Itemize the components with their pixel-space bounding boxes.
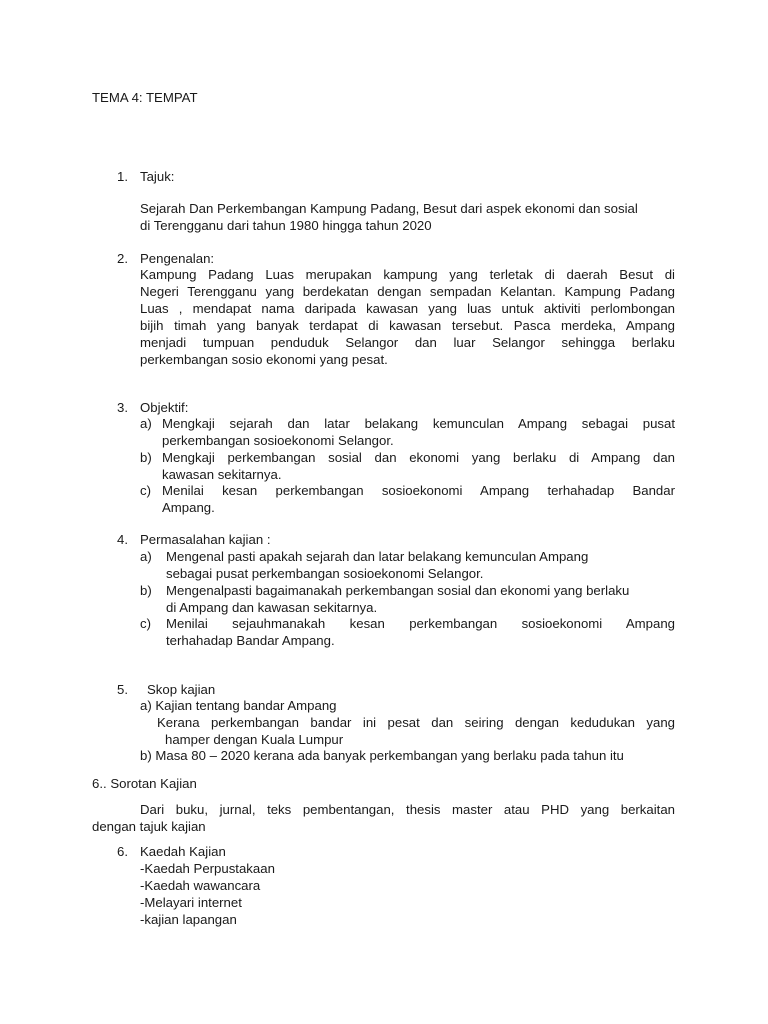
s2-line-1: Kampung Padang Luas merupakan kampung yang terletak di daerah Besut di (140, 267, 675, 282)
s4-item-c-label: c) (140, 616, 151, 631)
s3-item-b-line-1: Mengkaji perkembangan sosial dan ekonomi yang berlaku di Ampang dan (162, 450, 675, 465)
s1-line-2: di Terengganu dari tahun 1980 hingga tahun 2020 (140, 218, 432, 233)
s4-item-a (166, 548, 675, 582)
s1-line-1: Sejarah Dan Perkembangan Kampung Padang, Besut dari aspek ekonomi dan sosial (140, 201, 638, 216)
s1-body (140, 200, 675, 234)
s1-number: 1. (117, 169, 128, 184)
document-title: TEMA 4: TEMPAT (92, 90, 198, 105)
s4-item-a-line-2: sebagai pusat perkembangan sosioekonomi Selangor. (166, 566, 484, 581)
s2-line-2: Negeri Terengganu yang berdekatan dengan sempadan Kelantan. Kampung Padang (140, 284, 675, 299)
s5-heading: Skop kajian (147, 682, 216, 697)
s2-heading: Pengenalan: (140, 251, 215, 266)
s3-heading: Objektif: (140, 400, 189, 415)
s2-line-4: bijih timah yang banyak terdapat di kawasan tersebut. Pasca merdeka, Ampang (140, 318, 675, 333)
s5-item-b: b) Masa 80 – 2020 kerana ada banyak perkembangan yang berlaku pada tahun itu (140, 748, 624, 763)
s4-item-b-line-1: Mengenalpasti bagaimanakah perkembangan sosial dan ekonomi yang berlaku (166, 583, 630, 598)
s2-line-3: Luas , mendapat nama daripada kawasan yang luas untuk aktiviti perlombongan (140, 301, 675, 316)
s3-item-b-label: b) (140, 450, 152, 465)
s6-heading: 6.. Sorotan Kajian (92, 776, 197, 791)
s3-item-b (162, 449, 675, 483)
s5-number: 5. (117, 682, 128, 697)
s4-item-a-line-1: Mengenal pasti apakah sejarah dan latar belakang kemunculan Ampang (166, 549, 589, 564)
s3-item-a (162, 415, 675, 449)
s7-list-item: -Kaedah wawancara (140, 878, 261, 893)
s7-list (140, 860, 540, 928)
s6-body (92, 801, 675, 835)
s2-line-5: menjadi tumpuan penduduk Selangor dan luar Selangor sehingga berlaku (140, 335, 675, 350)
s3-item-c-line-1: Menilai kesan perkembangan sosioekonomi Ampang terhahadap Bandar (162, 483, 675, 498)
s3-item-c-label: c) (140, 483, 151, 498)
s5-item-a: a) Kajian tentang bandar Ampang (140, 698, 337, 713)
s5-item-a-line-1: Kerana perkembangan bandar ini pesat dan seiring dengan kedudukan yang (157, 715, 675, 730)
s2-line-6: perkembangan sosio ekonomi yang pesat. (140, 352, 388, 367)
s5-item-a-body (157, 714, 675, 748)
s6-line-1: Dari buku, jurnal, teks pembentangan, thesis master atau PHD yang berkaitan (140, 802, 675, 817)
s1-heading: Tajuk: (140, 169, 175, 184)
s4-item-c-line-2: terhahadap Bandar Ampang. (166, 633, 335, 648)
s2-number: 2. (117, 251, 128, 266)
s7-heading: Kaedah Kajian (140, 844, 226, 859)
s4-item-c (166, 615, 675, 649)
s3-item-c (162, 482, 675, 516)
s7-list-item: -Melayari internet (140, 895, 242, 910)
s4-number: 4. (117, 532, 128, 547)
s3-item-c-line-2: Ampang. (162, 500, 215, 515)
s4-item-b-line-2: di Ampang dan kawasan sekitarnya. (166, 600, 378, 615)
s2-body (140, 266, 675, 368)
s4-item-b (166, 582, 675, 616)
s4-item-c-line-1: Menilai sejauhmanakah kesan perkembangan sosioekonomi Ampang (166, 616, 675, 631)
s3-item-a-line-2: perkembangan sosioekonomi Selangor. (162, 433, 394, 448)
s7-list-item: -kajian lapangan (140, 912, 237, 927)
s4-item-a-label: a) (140, 549, 152, 564)
s7-number: 6. (117, 844, 128, 859)
s6-line-2: dengan tajuk kajian (92, 819, 206, 834)
s3-item-a-label: a) (140, 416, 152, 431)
s3-number: 3. (117, 400, 128, 415)
s3-item-a-line-1: Mengkaji sejarah dan latar belakang kemunculan Ampang sebagai pusat (162, 416, 675, 431)
s4-heading: Permasalahan kajian : (140, 532, 271, 547)
s7-list-item: -Kaedah Perpustakaan (140, 861, 275, 876)
s4-item-b-label: b) (140, 583, 152, 598)
s5-item-a-line-2: hamper dengan Kuala Lumpur (165, 732, 344, 747)
s3-item-b-line-2: kawasan sekitarnya. (162, 467, 282, 482)
